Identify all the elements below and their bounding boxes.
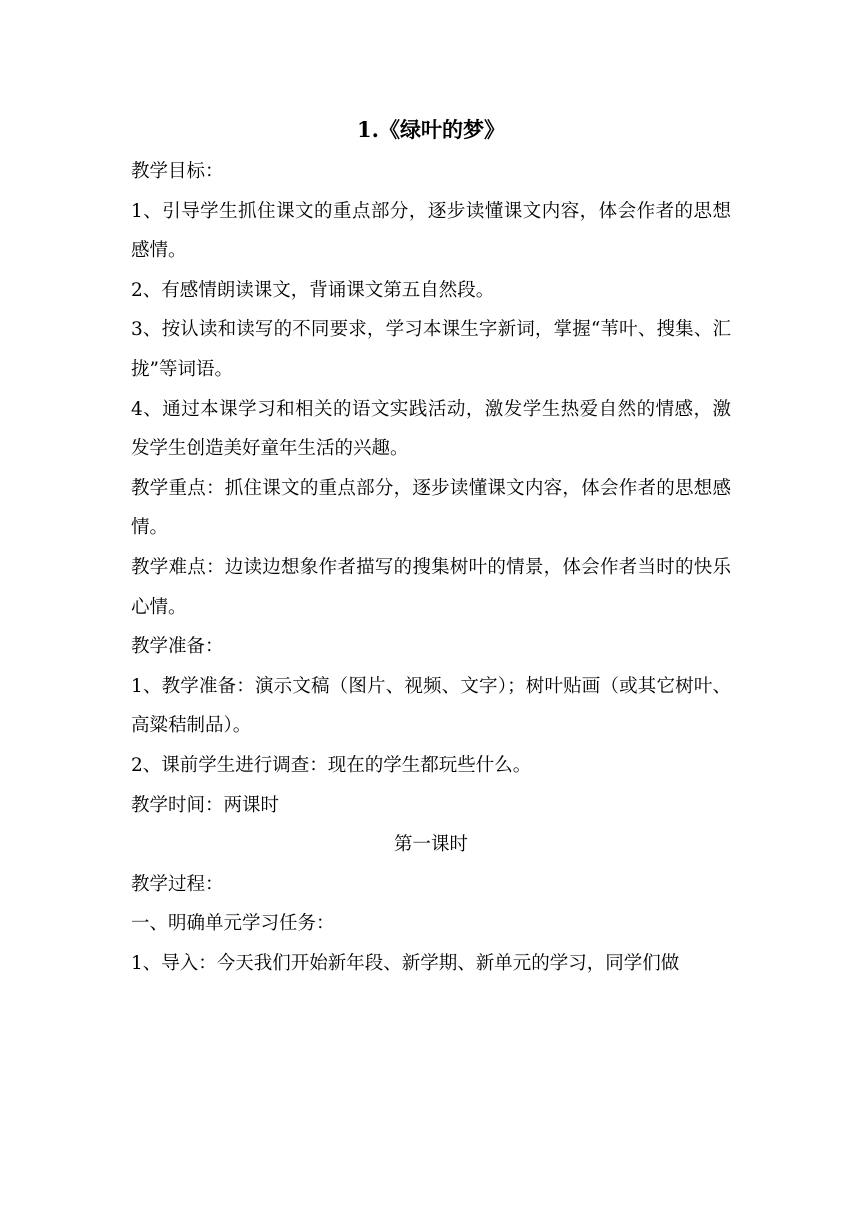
lesson-heading-first: 第一课时 [393,834,468,856]
preparation-item-2: 2、课前学生进行调查：现在的学生都玩些什么。 [131,754,532,776]
process-step-1-intro: 1、导入：今天我们开始新年段、新学期、新单元的学习，同学们做 [131,952,680,974]
teaching-time: 教学时间：两课时 [131,794,280,816]
document-title: 1.《绿叶的梦》 [357,117,505,142]
goal-item-4: 4、通过本课学习和相关的语文实践活动，激发学生热爱自然的情感，激发学生创造美好童年生活的兴趣。 [131,398,731,460]
section-heading-preparation: 教学准备： [131,636,224,658]
document-body [131,110,731,983]
goal-item-2: 2、有感情朗读课文，背诵课文第五自然段。 [131,279,495,301]
preparation-item-1: 1、教学准备：演示文稿（图片、视频、文字）；树叶贴画（或其它树叶、高粱秸制品）。 [131,675,731,737]
goal-item-3: 3、按认读和读写的不同要求，学习本课生字新词，掌握“苇叶、搜集、汇拢”等词语。 [131,319,731,380]
teaching-difficulty: 教学难点：边读边想象作者描写的搜集树叶的情景，体会作者当时的快乐心情。 [131,556,731,618]
teaching-key-point: 教学重点：抓住课文的重点部分，逐步读懂课文内容，体会作者的思想感情。 [131,477,731,539]
goal-item-1: 1、引导学生抓住课文的重点部分，逐步读懂课文内容，体会作者的思想感情。 [131,200,731,262]
section-heading-teaching-goals: 教学目标： [131,161,224,182]
process-step-1: 一、明确单元学习任务： [131,913,335,935]
section-heading-process: 教学过程： [131,873,224,895]
